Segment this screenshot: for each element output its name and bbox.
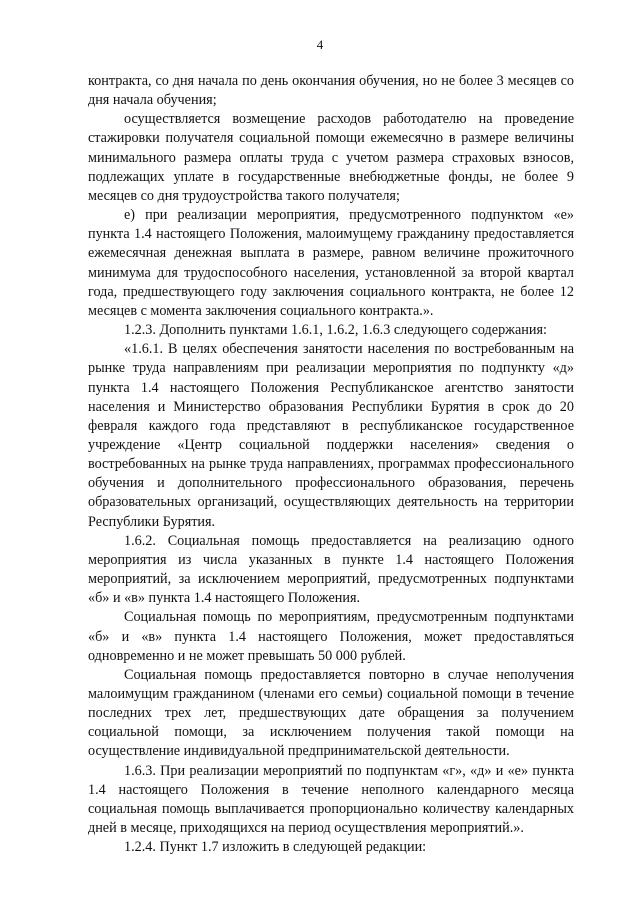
document-body (88, 72, 574, 857)
paragraph-subitem-e: е) при реализации мероприятия, предусмотренного подпунктом «е» пункта 1.4 настоящего Положения, малоимущему гражданину предоставляется ежемесячная денежная выплата в размере, равном величине прожиточного минимума для трудоспособного населения, установленной за второй квартал года, предшествующего году заключения социального контракта, не более 12 месяцев с момента заключения социального контракта.». (88, 207, 574, 319)
paragraph-1-6-3: 1.6.3. При реализации мероприятий по подпунктам «г», «д» и «е» пункта 1.4 настоящего Положения в течение неполного календарного месяца социальная помощь выплачивается пропорционально количеству календарных дней в месяце, приходящихся на период осуществления мероприятий.». (88, 762, 574, 837)
paragraph-repeat-assistance: Социальная помощь предоставляется повторно в случае неполучения малоимущим гражданином (членами его семьи) социальной помощи в течение последних трех лет, предшествующих дате обращения за получением социальной помощи, за исключением получения такой помощи на осуществление индивидуальной предпринимательской деятельности. (88, 666, 574, 760)
paragraph-1-6-1: «1.6.1. В целях обеспечения занятости населения по востребованным на рынке труда направлениям при реализации мероприятия по подпункту «д» пункта 1.4 настоящего Положения Республиканское агентство занятости населения и Министерство образования Республики Бурятия в срок до 20 февраля каждого года представляют в республиканское государственное учреждение «Центр социальной поддержки населения» сведения о востребованных на рынке труда направлениях, программах профессионального обучения и дополнительного профессионального образования, перечень образовательных организаций, осуществляющих деятельность на территории Республики Бурятия. (88, 341, 574, 530)
paragraph-assistance-limit: Социальная помощь по мероприятиям, предусмотренным подпунктами «б» и «в» пункта 1.4 настоящего Положения, может предоставляться одновременно и не может превышать 50 000 рублей. (88, 609, 574, 664)
paragraph-contract-continuation: контракта, со дня начала по день окончания обучения, но не более 3 месяцев со дня начала обучения; (88, 73, 574, 109)
paragraph-1-6-2: 1.6.2. Социальная помощь предоставляется на реализацию одного мероприятия из числа указанных в пункте 1.4 настоящего Положения мероприятий, за исключением мероприятий, предусмотренных подпунктами «б» и «в» пункта 1.4 настоящего Положения. (88, 532, 574, 607)
page-number: 4 (316, 37, 324, 52)
paragraph-1-2-3: 1.2.3. Дополнить пунктами 1.6.1, 1.6.2, 1.6.3 следующего содержания: (124, 322, 547, 339)
paragraph-1-2-4: 1.2.4. Пункт 1.7 изложить в следующей редакции: (124, 839, 427, 856)
paragraph-internship-compensation: осуществляется возмещение расходов работодателю на проведение стажировки получателя социальной помощи ежемесячно в размере величины минимального размера оплаты труда с учетом размера страховых взносов, подлежащих уплате в государственные внебюджетные фонды, не более 9 месяцев со дня трудоустройства такого получателя; (88, 111, 574, 204)
